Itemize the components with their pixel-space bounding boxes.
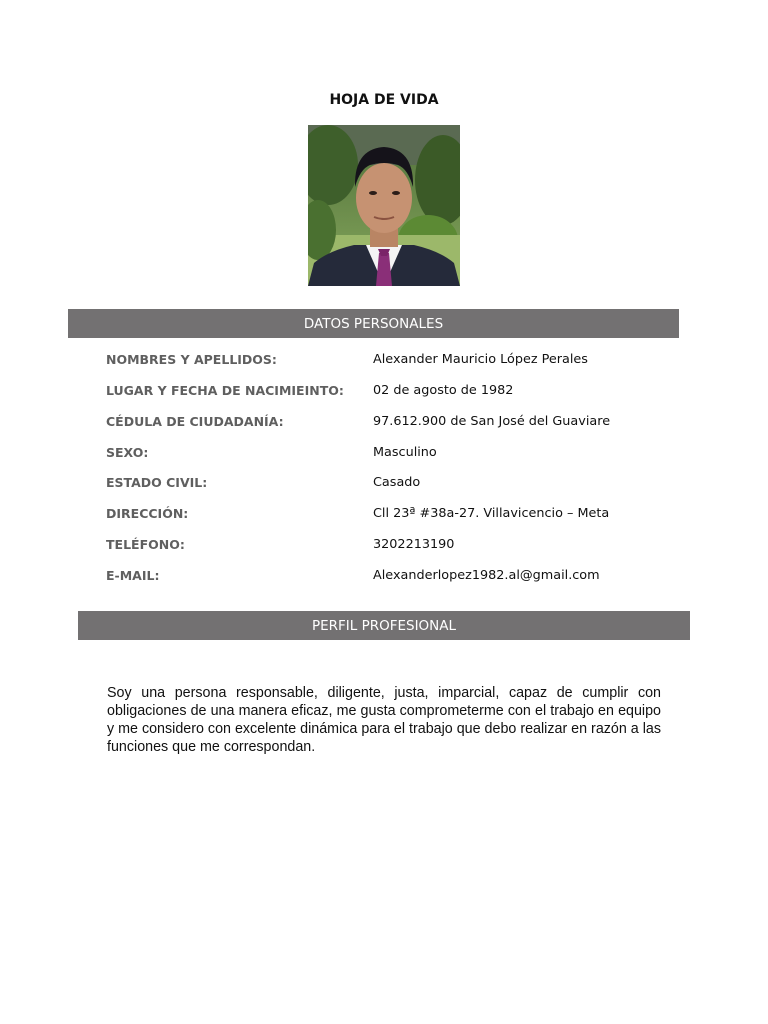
row-value: Casado xyxy=(373,475,421,490)
row-label: LUGAR Y FECHA DE NACIMIEINTO: xyxy=(106,383,344,398)
row-value: 97.612.900 de San José del Guaviare xyxy=(373,414,611,429)
data-row-phone xyxy=(106,537,666,563)
section-heading-personal-data: DATOS PERSONALES xyxy=(68,309,679,338)
data-row-birth xyxy=(106,383,666,409)
row-value: Masculino xyxy=(373,445,437,460)
row-label: E-MAIL: xyxy=(106,568,160,583)
row-label: NOMBRES Y APELLIDOS: xyxy=(106,352,277,367)
data-row-sex xyxy=(106,445,666,471)
data-row-civil-status xyxy=(106,475,666,501)
row-value: 02 de agosto de 1982 xyxy=(373,383,514,398)
row-value: Cll 23ª #38a-27. Villavicencio – Meta xyxy=(373,506,610,521)
row-label: CÉDULA DE CIUDADANÍA: xyxy=(106,414,284,429)
page-title: HOJA DE VIDA xyxy=(329,92,439,108)
data-row-address xyxy=(106,506,666,532)
row-label: SEXO: xyxy=(106,445,149,460)
row-label: DIRECCIÓN: xyxy=(106,506,189,521)
section-heading-professional-profile: PERFIL PROFESIONAL xyxy=(78,611,690,640)
row-value: Alexanderlopez1982.al@gmail.com xyxy=(373,568,600,583)
profile-photo xyxy=(308,125,460,286)
row-value: 3202213190 xyxy=(373,537,455,552)
row-label: ESTADO CIVIL: xyxy=(106,475,208,490)
data-row-email xyxy=(106,568,666,594)
row-value: Alexander Mauricio López Perales xyxy=(373,352,588,367)
profile-paragraph: Soy una persona responsable, diligente, justa, imparcial, capaz de cumplir con obligaciones de una manera eficaz, me gusta comprometerme con el trabajo en equipo y me considero con excelente dinámica para el trabajo que debo realizar en razón a las funciones que me correspondan. xyxy=(107,685,661,755)
row-label: TELÉFONO: xyxy=(106,537,185,552)
data-row-id xyxy=(106,414,666,440)
data-row-name xyxy=(106,352,666,378)
